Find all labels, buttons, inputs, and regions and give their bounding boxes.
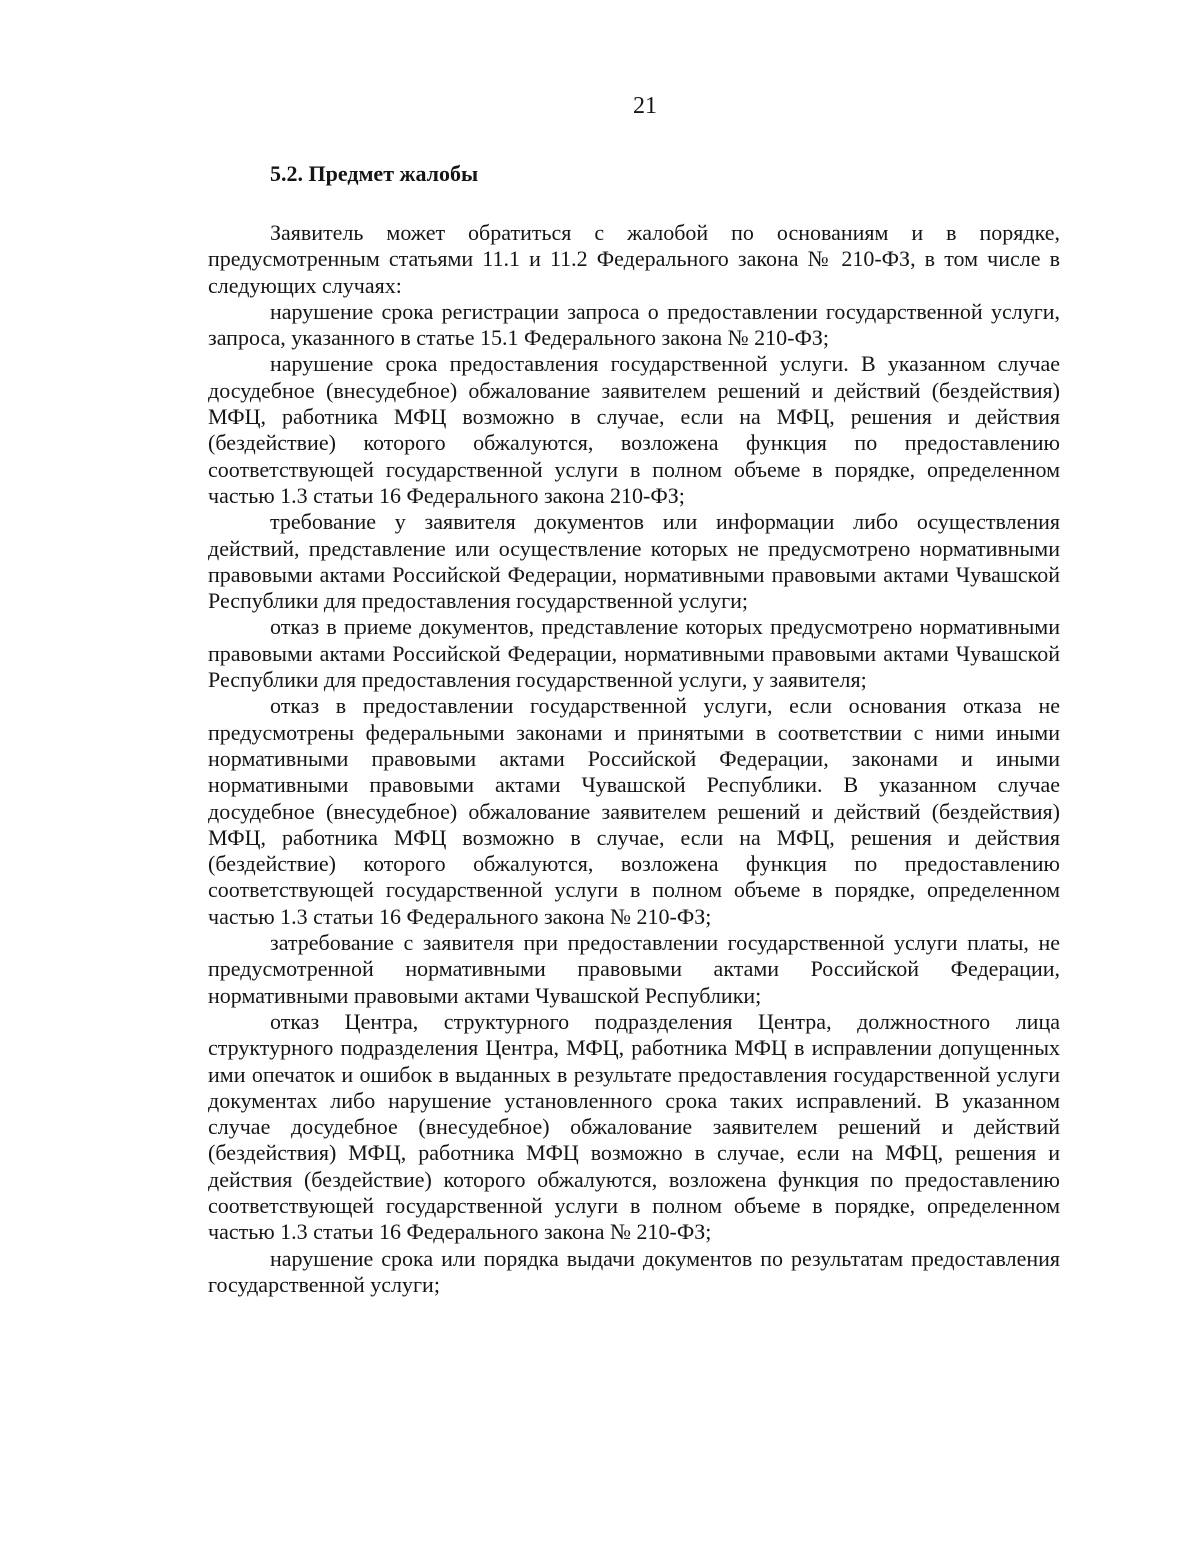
paragraph-case-5: отказ в предоставлении государственной услуги, если основания отказа не предусмотрены федеральными законами и принятыми в соответствии с ними иными нормативными правовыми актами Российской Федерации, законами и иными нормативными правовыми актами Чувашской Республики. В указанном случае досудебное (внесудебное) обжалование заявителем решений и действий (бездействия) МФЦ, работника МФЦ возможно в случае, если на МФЦ, решения и действия (бездействие) которого обжалуются, возложена функция по предоставлению соответствующей государственной услуги в полном объеме в порядке, определенном частью 1.3 статьи 16 Федерального закона № 210-ФЗ; — [208, 693, 1060, 929]
page-number: 21 — [633, 93, 657, 119]
section-heading: 5.2. Предмет жалобы — [270, 161, 479, 186]
body-text — [208, 220, 1060, 1298]
paragraph-case-4: отказ в приеме документов, представление которых предусмотрено нормативными правовыми актами Российской Федерации, нормативными правовыми актами Чувашской Республики для предоставления государственной услуги, у заявителя; — [208, 614, 1060, 693]
paragraph-case-8: нарушение срока или порядка выдачи документов по результатам предоставления государственной услуги; — [208, 1245, 1060, 1297]
paragraph-case-1: нарушение срока регистрации запроса о предоставлении государственной услуги, запроса, указанного в статье 15.1 Федерального закона № 210-ФЗ; — [208, 298, 1060, 351]
paragraph-case-6: затребование с заявителя при предоставлении государственной услуги платы, не предусмотренной нормативными правовыми актами Российской Федерации, нормативными правовыми актами Чувашской Республики; — [208, 930, 1060, 1008]
paragraph-case-2: нарушение срока предоставления государственной услуги. В указанном случае досудебное (внесудебное) обжалование заявителем решений и действий (бездействия) МФЦ, работника МФЦ возможно в случае, если на МФЦ, решения и действия (бездействие) которого обжалуются, возложена функция по предоставлению соответствующей государственной услуги в полном объеме в порядке, определенном частью 1.3 статьи 16 Федерального закона 210-ФЗ; — [208, 351, 1060, 508]
paragraph-intro: Заявитель может обратиться с жалобой по основаниям и в порядке, предусмотренным статьями 11.1 и 11.2 Федерального закона № 210-ФЗ, в том числе в следующих случаях: — [208, 220, 1060, 298]
paragraph-case-7: отказ Центра, структурного подразделения Центра, должностного лица структурного подразделения Центра, МФЦ, работника МФЦ в исправлении допущенных ими опечаток и ошибок в выданных в результате предоставления государственной услуги документах либо нарушение установленного срока таких исправлений. В указанном случае досудебное (внесудебное) обжалование заявителем решений и действий (бездействия) МФЦ, работника МФЦ возможно в случае, если на МФЦ, решения и действия (бездействие) которого обжалуются, возложена функция по предоставлению соответствующей государственной услуги в полном объеме в порядке, определенном частью 1.3 статьи 16 Федерального закона № 210-ФЗ; — [208, 1008, 1060, 1245]
paragraph-case-3: требование у заявителя документов или информации либо осуществления действий, представление или осуществление которых не предусмотрено нормативными правовыми актами Российской Федерации, нормативными правовыми актами Чувашской Республики для предоставления государственной услуги; — [208, 509, 1060, 614]
